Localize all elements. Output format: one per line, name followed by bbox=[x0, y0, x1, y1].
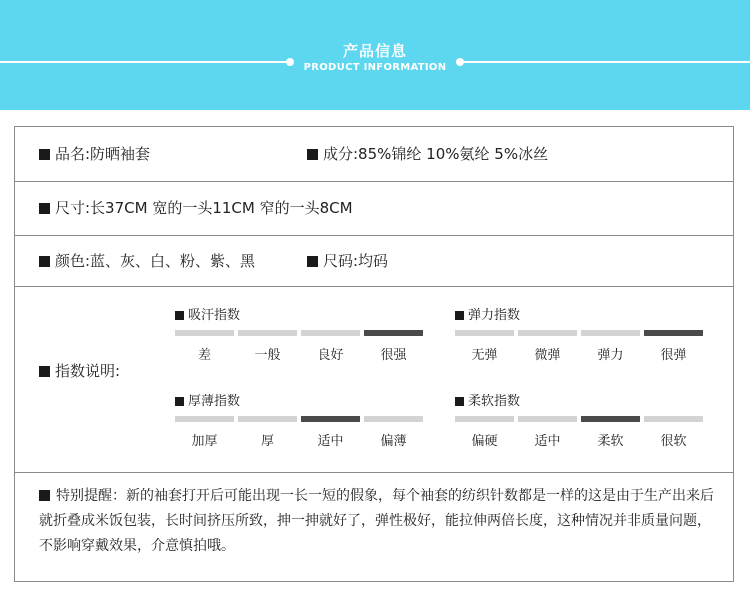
scale-level-label: 厚 bbox=[260, 434, 274, 449]
scale-level-label: 柔软 bbox=[597, 434, 624, 449]
scale-level-label: 偏硬 bbox=[471, 434, 498, 449]
index-softness bbox=[455, 390, 715, 450]
product-info-table bbox=[14, 126, 734, 582]
index-elasticity bbox=[455, 304, 715, 364]
special-note bbox=[39, 484, 719, 559]
product-composition: 成分:85%锦纶 10%氨纶 5%冰丝 bbox=[307, 143, 548, 164]
scale-level-label: 偏薄 bbox=[380, 434, 407, 449]
scale-segment bbox=[364, 416, 423, 422]
index-title: 弹力指数 bbox=[455, 304, 520, 323]
row-color-fit bbox=[15, 235, 733, 287]
product-size: 尺寸:长37CM 宽的一头11CM 窄的一头8CM bbox=[39, 197, 353, 218]
square-bullet-icon bbox=[39, 149, 50, 160]
scale-segment bbox=[238, 330, 297, 336]
scale-segment bbox=[518, 330, 577, 336]
header-subtitle: PRODUCT INFORMATION bbox=[303, 62, 447, 73]
square-bullet-icon bbox=[39, 203, 50, 214]
product-colors: 颜色:蓝、灰、白、粉、紫、黑 bbox=[39, 250, 255, 271]
square-bullet-icon bbox=[307, 256, 318, 267]
scale-segment-selected bbox=[301, 416, 360, 422]
square-bullet-icon bbox=[455, 311, 464, 320]
scale-segment bbox=[175, 416, 234, 422]
scale-segment-selected bbox=[644, 330, 703, 336]
square-bullet-icon bbox=[175, 311, 184, 320]
product-name: 品名:防晒袖套 bbox=[39, 143, 150, 164]
scale-segment bbox=[238, 416, 297, 422]
scale-level-label: 很强 bbox=[380, 348, 407, 363]
scale-segment bbox=[455, 416, 514, 422]
index-title: 吸汗指数 bbox=[175, 304, 240, 323]
index-label: 指数说明: bbox=[39, 360, 120, 381]
scale-level-label: 差 bbox=[197, 348, 211, 363]
scale-segment bbox=[644, 416, 703, 422]
index-title: 厚薄指数 bbox=[175, 390, 240, 409]
square-bullet-icon bbox=[307, 149, 318, 160]
scale-level-label: 适中 bbox=[317, 434, 344, 449]
index-scale bbox=[455, 330, 705, 336]
scale-level-label: 一般 bbox=[254, 348, 281, 363]
scale-segment bbox=[175, 330, 234, 336]
scale-level-label: 微弹 bbox=[534, 348, 561, 363]
scale-segment bbox=[518, 416, 577, 422]
scale-level-label: 良好 bbox=[317, 348, 344, 363]
row-indices bbox=[15, 286, 733, 473]
scale-level-label: 很弹 bbox=[660, 348, 687, 363]
index-scale bbox=[175, 330, 425, 336]
scale-level-label: 很软 bbox=[660, 434, 687, 449]
index-thickness bbox=[175, 390, 435, 450]
special-note-text: 特别提醒：新的袖套打开后可能出现一长一短的假象，每个袖套的纺织针数都是一样的这是由于生产出来后就折叠成米饭包装，长时间挤压所致，抻一抻就好了，弹性极好，能拉伸两倍长度，这种情况并非质量问题，不影响穿戴效果，介意慎拍哦。 bbox=[39, 488, 714, 554]
square-bullet-icon bbox=[39, 256, 50, 267]
square-bullet-icon bbox=[455, 397, 464, 406]
index-scale bbox=[175, 416, 425, 422]
scale-level-label: 适中 bbox=[534, 434, 561, 449]
scale-segment bbox=[581, 330, 640, 336]
row-note bbox=[15, 472, 733, 581]
scale-segment bbox=[455, 330, 514, 336]
square-bullet-icon bbox=[175, 397, 184, 406]
scale-segment bbox=[301, 330, 360, 336]
square-bullet-icon bbox=[39, 366, 50, 377]
index-sweat bbox=[175, 304, 435, 364]
scale-segment-selected bbox=[581, 416, 640, 422]
scale-segment-selected bbox=[364, 330, 423, 336]
index-title: 柔软指数 bbox=[455, 390, 520, 409]
product-fit: 尺码:均码 bbox=[307, 250, 388, 271]
scale-level-label: 无弹 bbox=[471, 348, 498, 363]
header-banner bbox=[0, 0, 750, 110]
header-title: 产品信息 bbox=[342, 42, 407, 60]
scale-level-label: 加厚 bbox=[191, 434, 218, 449]
index-scale bbox=[455, 416, 705, 422]
row-name-composition bbox=[15, 127, 733, 182]
row-size bbox=[15, 181, 733, 236]
square-bullet-icon bbox=[39, 490, 50, 501]
scale-level-label: 弹力 bbox=[597, 348, 624, 363]
